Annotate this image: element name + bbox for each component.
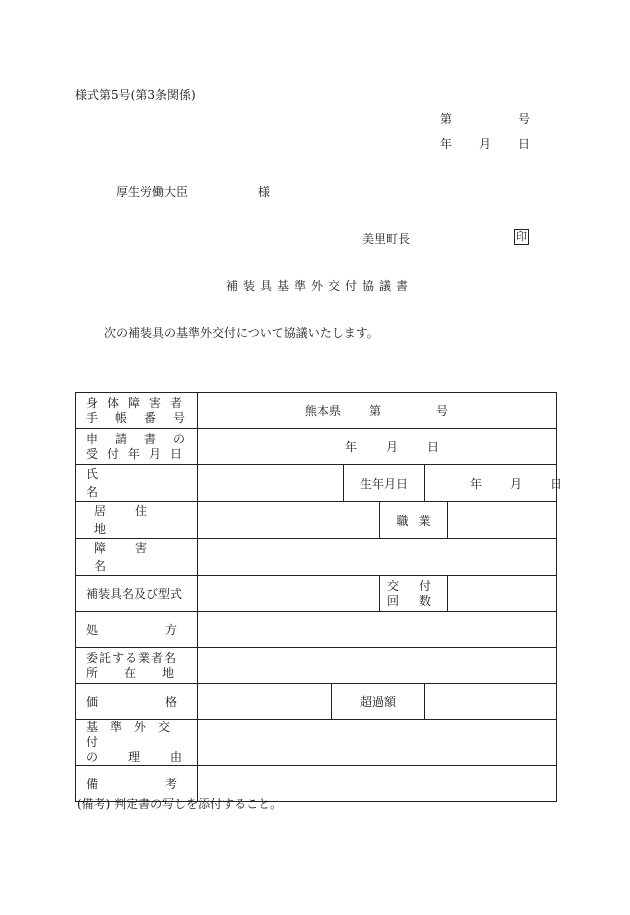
occupation-label-cell <box>380 502 448 539</box>
doc-date-day: 日 <box>518 137 531 151</box>
label-text: 補装具名及び型式 <box>86 586 183 601</box>
label-line <box>86 410 203 426</box>
sender-name: 美里町長 <box>362 232 411 246</box>
form-number: 様式第5号(第3条関係) <box>75 88 196 102</box>
value-cell[interactable] <box>198 393 557 429</box>
label-line <box>380 578 452 594</box>
label-cell <box>76 429 203 465</box>
year-text: 年 <box>470 476 483 491</box>
label-cell <box>76 720 213 766</box>
addressee-name: 厚生労働大臣 <box>116 185 189 199</box>
contractor-value-cell[interactable] <box>198 648 557 684</box>
value-cell[interactable] <box>198 429 557 465</box>
doc-date-year: 年 <box>440 137 453 151</box>
table-row <box>76 720 557 766</box>
label-line <box>86 750 213 765</box>
month-text: 月 <box>386 440 399 454</box>
label-text: 所在地 <box>86 665 201 680</box>
issue-count-value-cell[interactable] <box>448 576 557 612</box>
table-row <box>76 539 557 576</box>
label-cell <box>76 684 245 720</box>
label-line <box>86 665 201 681</box>
label-cell <box>76 648 201 684</box>
label-cell <box>76 502 198 539</box>
doc-date-month: 月 <box>479 137 492 151</box>
addressee-honorific: 様 <box>258 185 271 199</box>
table-row <box>76 576 557 612</box>
address-value-cell[interactable] <box>198 502 380 539</box>
day-text: 日 <box>550 476 563 491</box>
label-text: 手帳番号 <box>86 410 203 425</box>
label-text: 氏名 <box>86 467 177 499</box>
device-value-cell[interactable] <box>198 576 380 612</box>
disability-value-cell[interactable] <box>198 539 557 576</box>
issue-count-label: 回数 <box>387 593 452 608</box>
label-text: 備考 <box>86 776 245 791</box>
table-row <box>76 429 557 465</box>
label-cell <box>76 576 198 612</box>
day-text: 日 <box>427 440 440 454</box>
label-text: 申請書の <box>86 431 203 446</box>
excess-label-cell <box>332 684 425 720</box>
month-text: 月 <box>510 476 523 491</box>
doc-number-go: 号 <box>518 112 531 126</box>
table-row <box>76 612 557 648</box>
label-line <box>86 465 187 501</box>
label-line <box>86 395 192 411</box>
label-line <box>86 502 187 538</box>
label-line <box>86 651 187 666</box>
label-line <box>86 720 187 750</box>
label-cell <box>76 612 245 648</box>
label-text: の理由 <box>86 750 213 764</box>
occupation-value-cell[interactable] <box>448 502 557 539</box>
table-row <box>76 465 557 502</box>
occupation-label: 職業 <box>396 513 441 528</box>
table-row <box>76 502 557 539</box>
table-row <box>76 648 557 684</box>
label-text: 障害名 <box>94 541 177 573</box>
label-line <box>380 593 452 609</box>
application-table <box>75 392 563 802</box>
excess-label: 超過額 <box>359 695 396 709</box>
doc-number-dai: 第 <box>440 112 453 126</box>
label-line <box>86 539 187 575</box>
birthdate-label: 生年月日 <box>359 476 408 491</box>
birthdate-label-cell <box>344 465 425 502</box>
label-text: 処方 <box>86 622 245 637</box>
label-text: 身体障害者 <box>86 395 192 410</box>
label-line <box>86 446 192 462</box>
label-text: 基準外交付 <box>86 720 183 749</box>
label-cell <box>76 465 198 502</box>
label-text: 価格 <box>86 694 245 709</box>
label-line <box>86 693 245 711</box>
table-row <box>76 684 557 720</box>
label-line <box>86 621 245 639</box>
year-text: 年 <box>345 440 358 454</box>
go-text: 号 <box>436 404 449 418</box>
label-text: 委託する業者名 <box>86 650 178 665</box>
issue-count-label: 交付 <box>387 578 452 593</box>
label-line <box>86 775 245 793</box>
label-line <box>86 431 203 447</box>
prescription-value-cell[interactable] <box>198 612 557 648</box>
prefecture-text: 熊本県 <box>305 404 342 418</box>
label-text: 居住地 <box>94 504 177 536</box>
excess-value-cell[interactable] <box>425 684 557 720</box>
label-line <box>86 585 187 603</box>
intro-text: 次の補装具の基準外交付について協議いたします。 <box>104 326 379 340</box>
birthdate-value-cell[interactable] <box>425 465 563 502</box>
document-title: 補装具基準外交付協議書 <box>226 279 414 293</box>
table-row <box>76 393 557 429</box>
label-text: 受付年月日 <box>86 446 192 461</box>
label-cell <box>76 393 203 429</box>
reason-value-cell[interactable] <box>198 720 557 766</box>
seal-mark: 印 <box>516 230 527 243</box>
issue-count-label-cell <box>380 576 452 612</box>
footnote: (備考) 判定書の写しを添付すること。 <box>77 797 283 811</box>
label-cell <box>76 539 198 576</box>
dai-text: 第 <box>369 404 382 418</box>
